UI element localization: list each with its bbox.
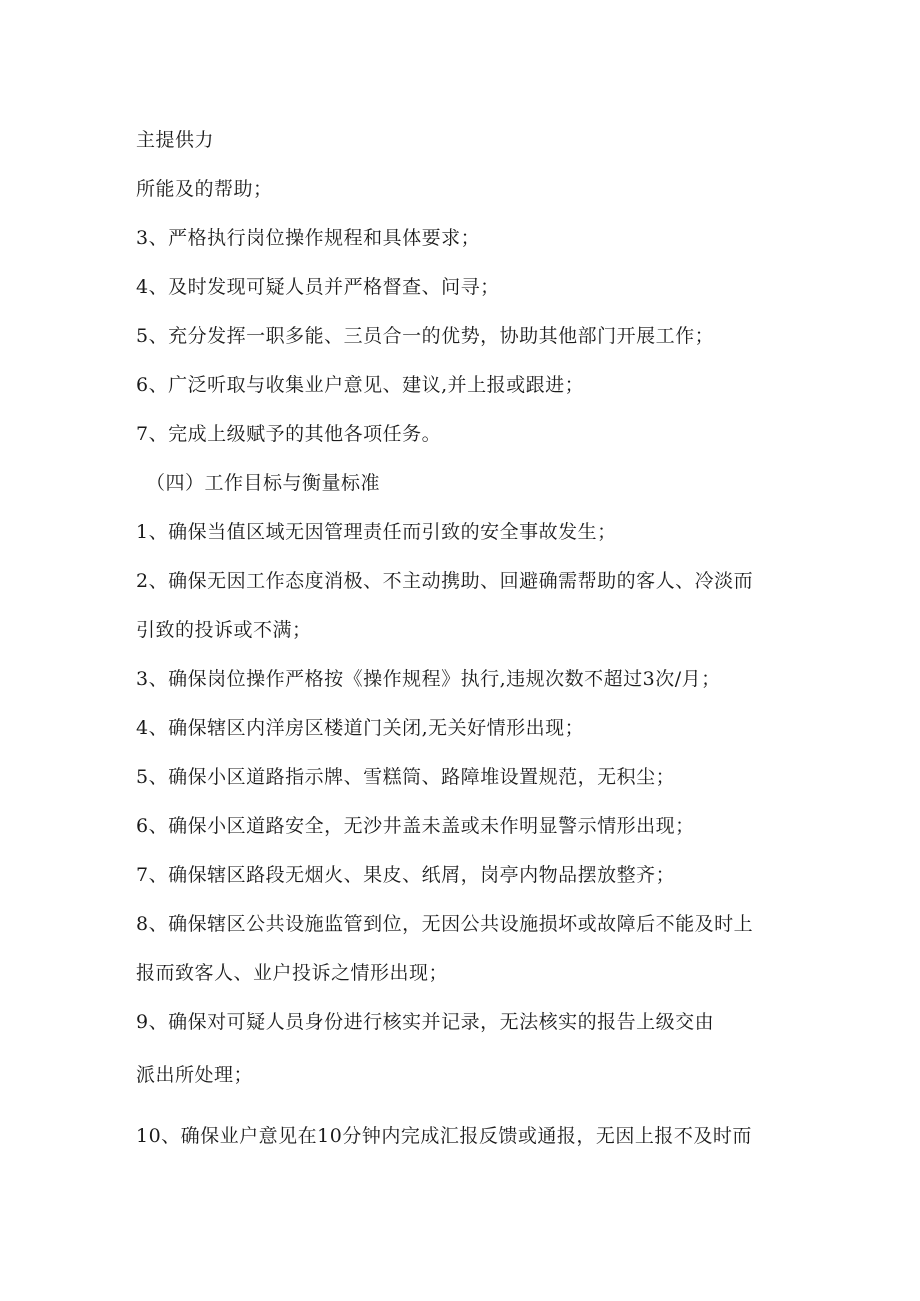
goal-item-2: 2、确保无因工作态度消极、不主动携助、回避确需帮助的客人、冷淡而 (136, 570, 754, 592)
text-line-1: 主提供力 (136, 129, 215, 151)
list-item-5: 5、充分发挥一职多能、三员合一的优势，协助其他部门开展工作； (136, 325, 715, 347)
list-item-3: 3、严格执行岗位操作规程和具体要求； (136, 227, 481, 249)
list-item-4: 4、及时发现可疑人员并严格督查、问寻； (136, 276, 500, 298)
goal-item-6: 6、确保小区道路安全，无沙井盖未盖或未作明显警示情形出现； (136, 815, 695, 837)
goal-item-9-continued: 派出所处理； (136, 1064, 254, 1086)
goal-item-8-continued: 报而致客人、业户投诉之情形出现； (136, 962, 449, 984)
text-line-2: 所能及的帮助； (136, 178, 273, 200)
goal-item-9: 9、确保对可疑人员身份进行核实并记录，无法核实的报告上级交由 (136, 1011, 715, 1033)
goal-item-3: 3、确保岗位操作严格按《操作规程》执行,违规次数不超过3次/月； (136, 668, 721, 690)
list-item-7: 7、完成上级赋予的其他各项任务。 (136, 423, 442, 445)
list-item-6: 6、广泛听取与收集业户意见、建议,并上报或跟进； (136, 374, 585, 396)
goal-item-10: 10、确保业户意见在10分钟内完成汇报反馈或通报，无因上报不及时而 (136, 1125, 752, 1147)
goal-item-4: 4、确保辖区内洋房区楼道门关闭,无关好情形出现； (136, 717, 585, 739)
goal-item-2-continued: 引致的投诉或不满； (136, 619, 312, 641)
goal-item-5: 5、确保小区道路指示牌、雪糕筒、路障堆设置规范，无积尘； (136, 766, 676, 788)
section-heading: （四）工作目标与衡量标准 (146, 472, 381, 494)
goal-item-8: 8、确保辖区公共设施监管到位，无因公共设施损坏或故障后不能及时上 (136, 913, 754, 935)
goal-item-1: 1、确保当值区域无因管理责任而引致的安全事故发生； (136, 521, 617, 543)
goal-item-7: 7、确保辖区路段无烟火、果皮、纸屑，岗亭内物品摆放整齐； (136, 864, 676, 886)
